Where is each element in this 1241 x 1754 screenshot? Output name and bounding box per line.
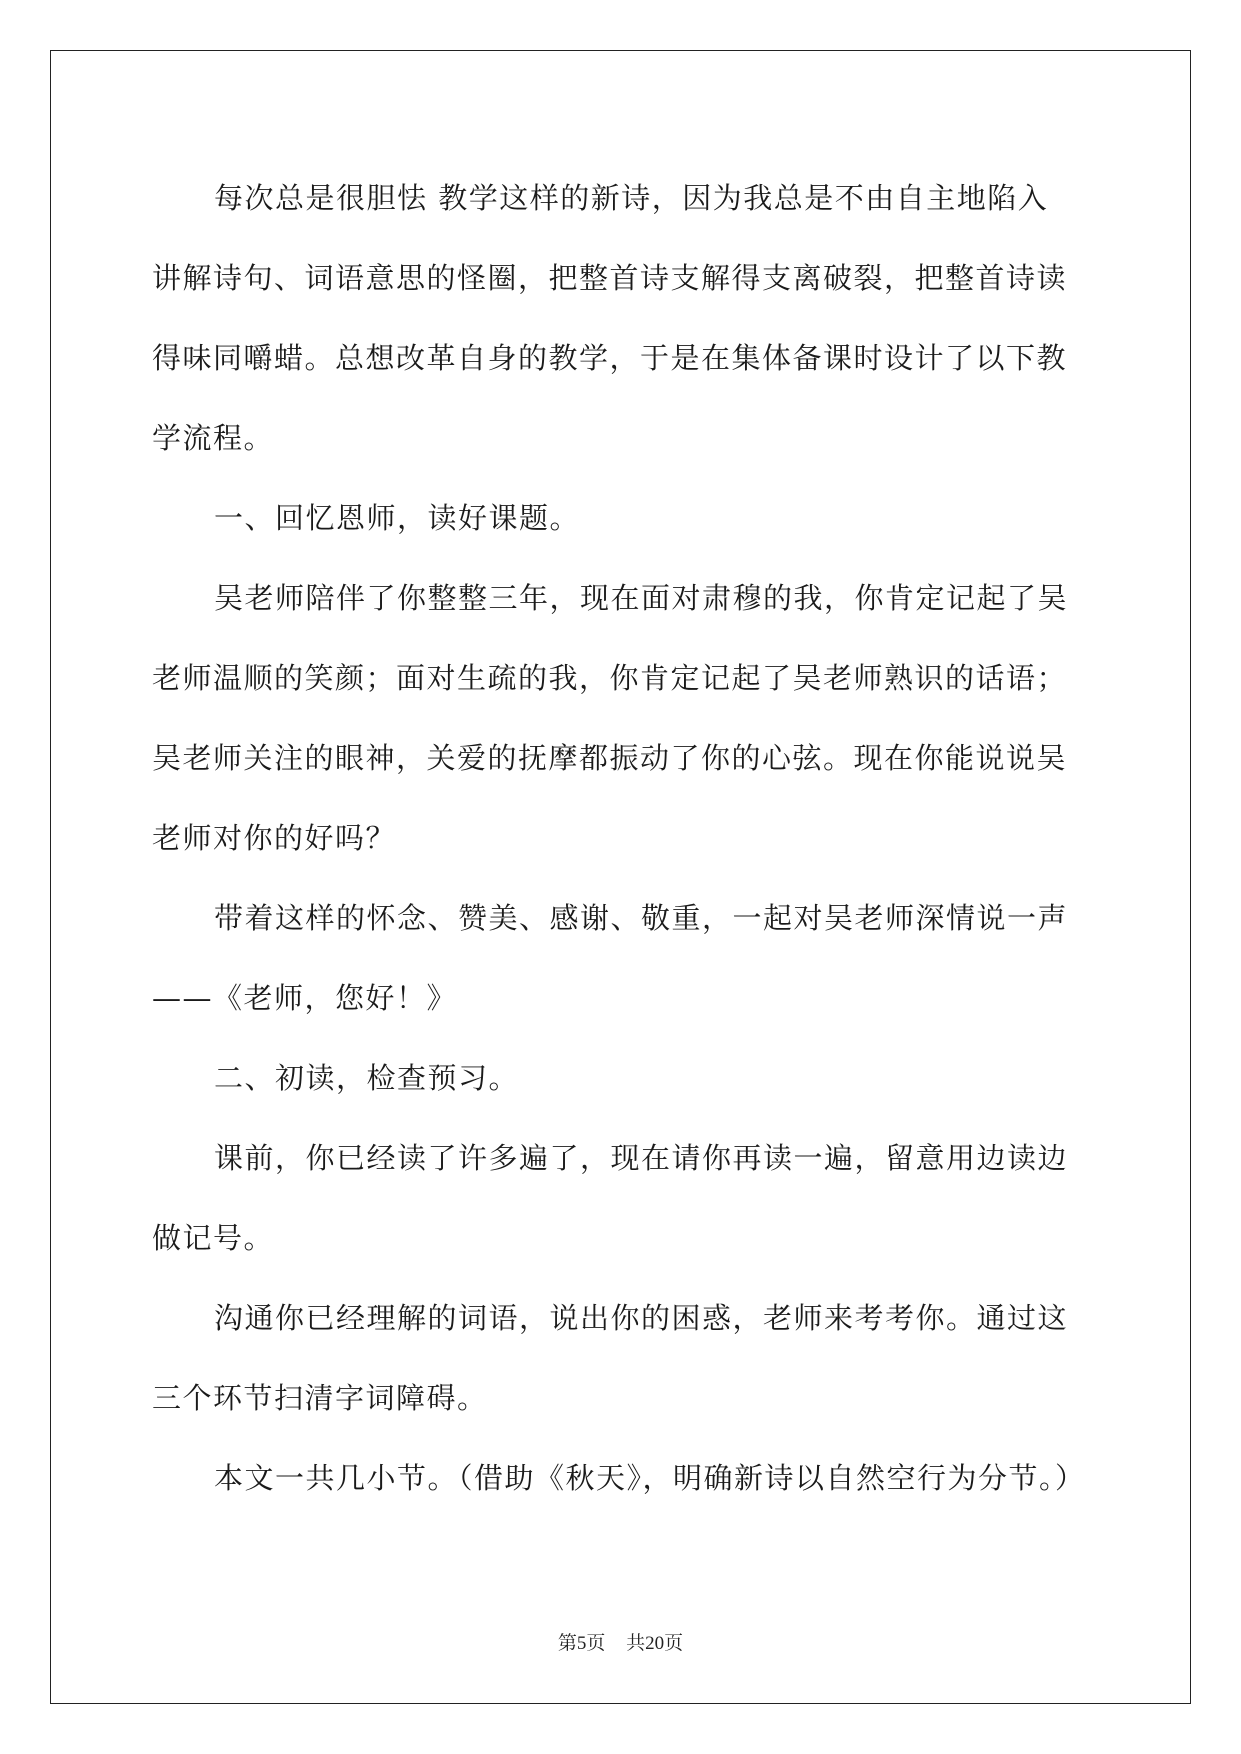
text-line: 讲解诗句、词语意思的怪圈，把整首诗支解得支离破裂，把整首诗读: [152, 261, 1068, 295]
text-line: 得味同嚼蜡。总想改革自身的教学，于是在集体备课时设计了以下教: [152, 341, 1068, 375]
text-line: 吴老师关注的眼神，关爱的抚摩都振动了你的心弦。现在你能说说吴: [152, 741, 1068, 775]
text-line: 做记号。: [152, 1221, 275, 1255]
text-line: 三个环节扫清字词障碍。: [152, 1381, 488, 1415]
text-line: 本文一共几小节。（借助《秋天》，明确新诗以自然空行为分节。）: [214, 1461, 1086, 1495]
page-number: 第5页: [557, 1633, 606, 1654]
text-line: 带着这样的怀念、赞美、感谢、敬重，一起对吴老师深情说一声: [214, 901, 1069, 935]
section-heading: 一、回忆恩师，读好课题。: [214, 501, 581, 535]
text-line: ——《老师，您好！》: [152, 981, 458, 1015]
page-footer: [0, 1628, 1241, 1655]
text-line: 课前，你已经读了许多遍了，现在请你再读一遍，留意用边读边: [214, 1141, 1069, 1175]
text-line: 老师对你的好吗？: [152, 821, 397, 855]
text-line: 老师温顺的笑颜；面对生疏的我，你肯定记起了吴老师熟识的话语；: [152, 661, 1068, 695]
page-total: 共20页: [626, 1633, 684, 1654]
text-line: 每次总是很胆怯 教学这样的新诗，因为我总是不由自主地陷入: [214, 181, 1049, 215]
text-line: 沟通你已经理解的词语，说出你的困惑，老师来考考你。通过这: [214, 1301, 1069, 1335]
text-line: 学流程。: [152, 421, 275, 455]
document-body: [152, 158, 1092, 1518]
section-heading: 二、初读，检查预习。: [214, 1061, 520, 1095]
text-line: 吴老师陪伴了你整整三年，现在面对肃穆的我，你肯定记起了吴: [214, 581, 1069, 615]
